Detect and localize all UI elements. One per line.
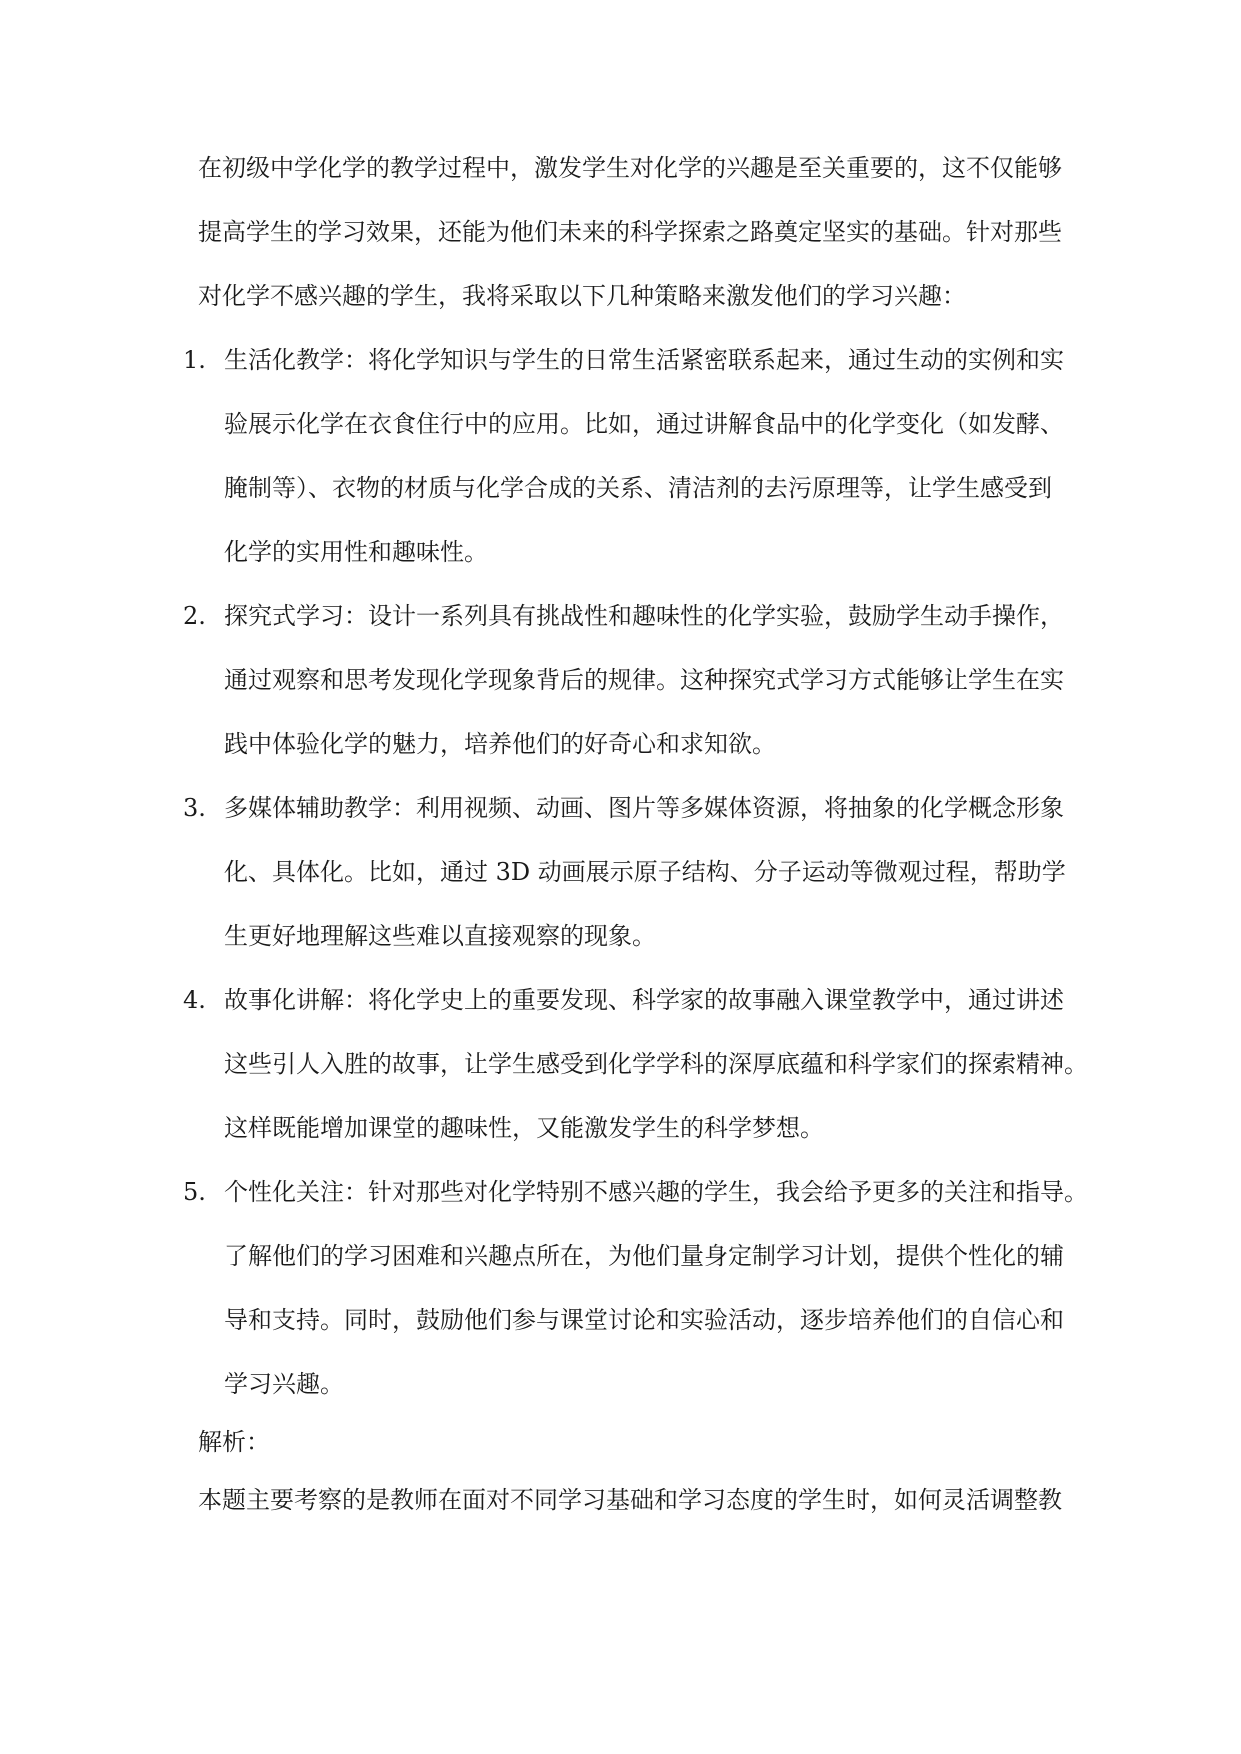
list-item-line: 学习兴趣。	[224, 1370, 344, 1398]
list-item-line: 了解他们的学习困难和兴趣点所在，为他们量身定制学习计划，提供个性化的辅	[224, 1242, 1064, 1270]
list-item-line: 化学的实用性和趣味性。	[224, 538, 488, 566]
list-item-line: 化、具体化。比如，通过 3D 动画展示原子结构、分子运动等微观过程，帮助学	[224, 858, 1066, 886]
list-item-line: 导和支持。同时，鼓励他们参与课堂讨论和实验活动，逐步培养他们的自信心和	[224, 1306, 1064, 1334]
list-item-line: 生活化教学：将化学知识与学生的日常生活紧密联系起来，通过生动的实例和实	[224, 346, 1064, 374]
list-item-line: 这样既能增加课堂的趣味性，又能激发学生的科学梦想。	[224, 1114, 824, 1142]
analysis-line: 本题主要考察的是教师在面对不同学习基础和学习态度的学生时，如何灵活调整教	[198, 1486, 1062, 1514]
list-item-number: 1.	[183, 346, 206, 374]
list-item-line: 通过观察和思考发现化学现象背后的规律。这种探究式学习方式能够让学生在实	[224, 666, 1064, 694]
list-item-line: 生更好地理解这些难以直接观察的现象。	[224, 922, 656, 950]
intro-line: 对化学不感兴趣的学生，我将采取以下几种策略来激发他们的学习兴趣：	[198, 282, 966, 310]
list-item-number: 3.	[183, 794, 206, 822]
list-item-line: 验展示化学在衣食住行中的应用。比如，通过讲解食品中的化学变化（如发酵、	[224, 410, 1064, 438]
list-item-line: 个性化关注：针对那些对化学特别不感兴趣的学生，我会给予更多的关注和指导。	[224, 1178, 1088, 1206]
intro-line: 提高学生的学习效果，还能为他们未来的科学探索之路奠定坚实的基础。针对那些	[198, 218, 1062, 246]
list-item-number: 2.	[183, 602, 206, 630]
list-item-line: 践中体验化学的魅力，培养他们的好奇心和求知欲。	[224, 730, 776, 758]
analysis-heading: 解析：	[198, 1428, 270, 1456]
list-item-number: 4.	[183, 986, 206, 1014]
list-item-line: 探究式学习：设计一系列具有挑战性和趣味性的化学实验，鼓励学生动手操作，	[224, 602, 1064, 630]
list-item-number: 5.	[183, 1178, 206, 1206]
list-item-line: 这些引人入胜的故事，让学生感受到化学学科的深厚底蕴和科学家们的探索精神。	[224, 1050, 1088, 1078]
list-item-line: 故事化讲解：将化学史上的重要发现、科学家的故事融入课堂教学中，通过讲述	[224, 986, 1064, 1014]
list-item-line: 腌制等）、衣物的材质与化学合成的关系、清洁剂的去污原理等，让学生感受到	[224, 474, 1052, 502]
intro-line: 在初级中学化学的教学过程中，激发学生对化学的兴趣是至关重要的，这不仅能够	[198, 154, 1062, 182]
list-item-line: 多媒体辅助教学：利用视频、动画、图片等多媒体资源，将抽象的化学概念形象	[224, 794, 1064, 822]
